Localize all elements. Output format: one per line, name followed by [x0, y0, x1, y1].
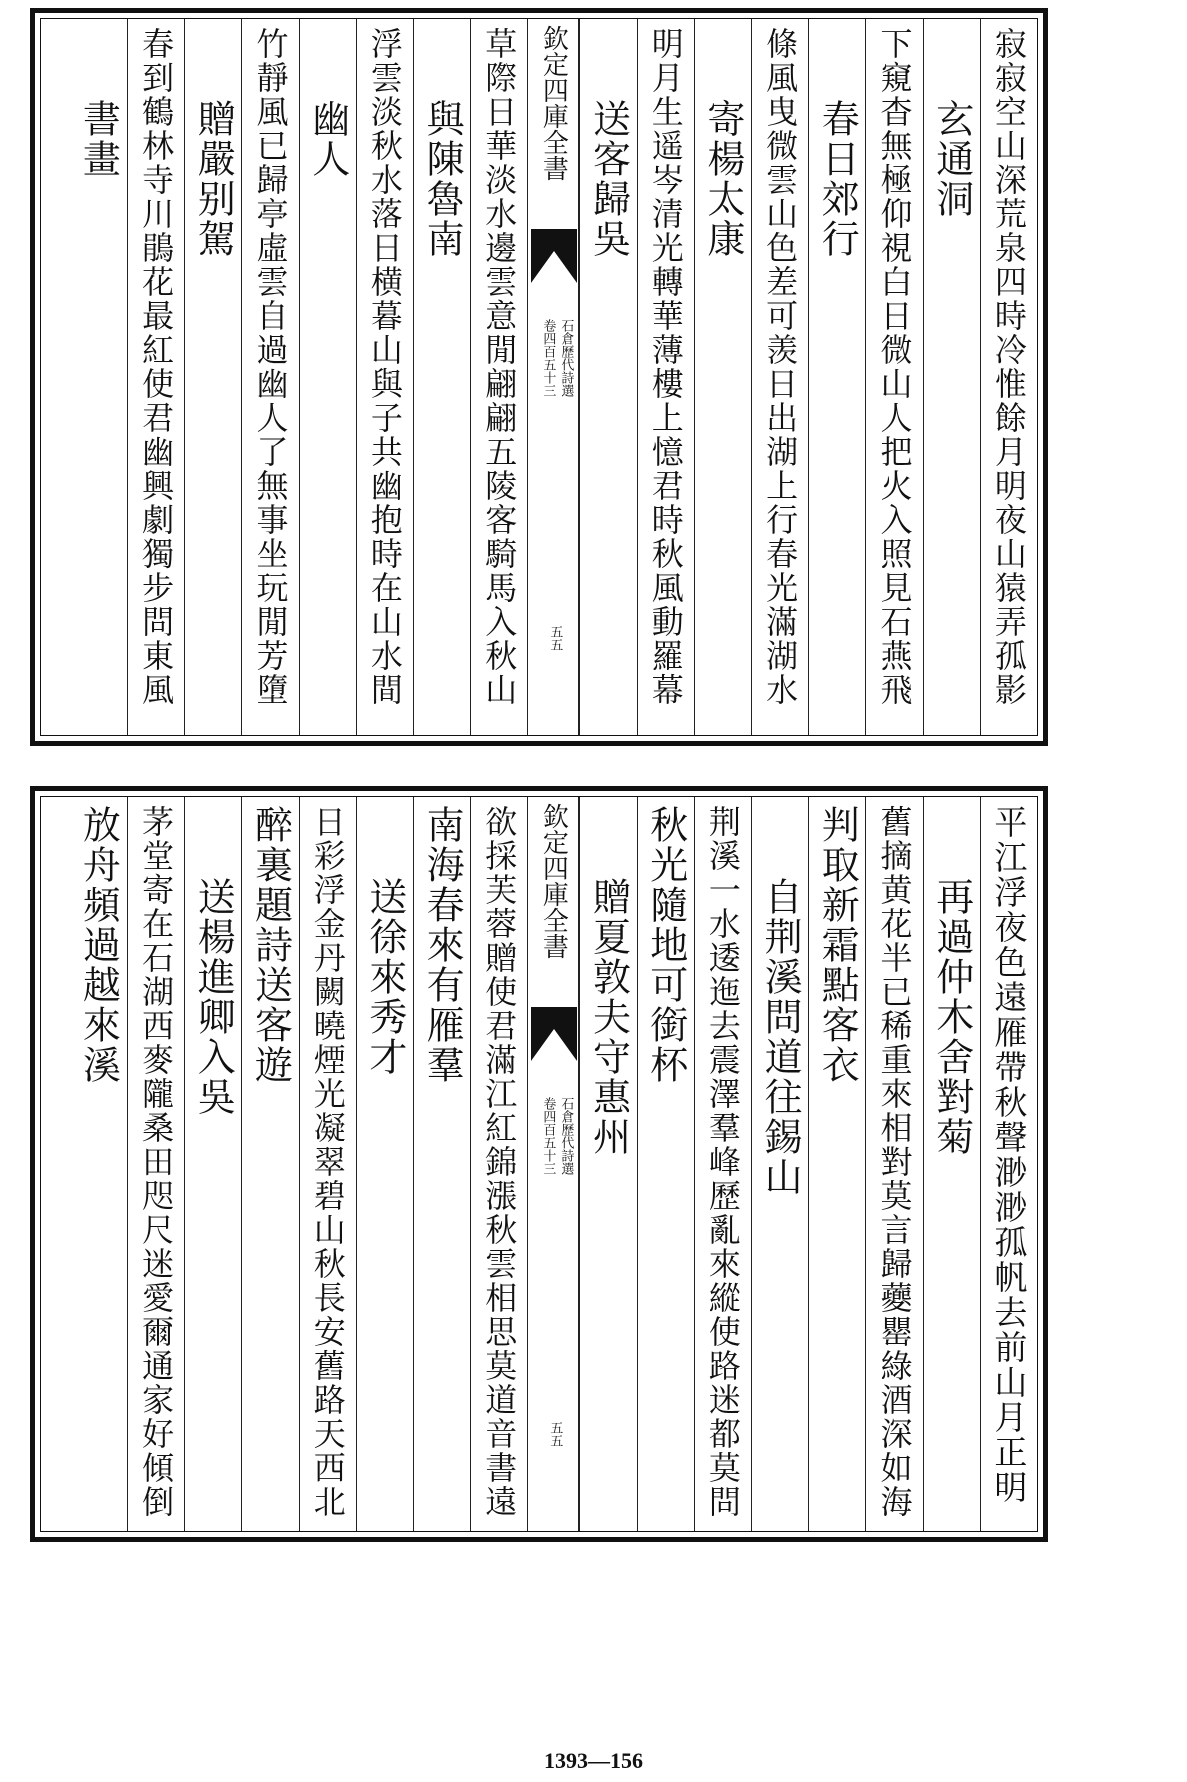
text-column — [241, 19, 298, 735]
centre-page-number: 五五 — [547, 1421, 563, 1447]
centre-volume-number: 卷四百五十三 — [540, 1097, 556, 1175]
poem-title: 送客歸吳 — [586, 99, 631, 259]
text-column — [694, 19, 751, 735]
top-page-frame — [40, 18, 1038, 736]
poem-line: 秋光隨地可銜杯 — [643, 805, 688, 1085]
centre-book-title: 欽定四庫全書 — [538, 25, 569, 181]
centre-fold-strip — [527, 797, 579, 1531]
poem-line: 竹靜風已歸亭虛雲自過幽人了無事坐玩閒芳墮 — [251, 27, 290, 707]
text-column — [127, 19, 184, 735]
poem-line: 欲採芙蓉贈使君滿江紅錦漲秋雲相思莫道音書遠 — [480, 805, 519, 1519]
poem-title: 贈夏敦夫守惠州 — [586, 877, 631, 1157]
centre-collection-title: 石倉歷代詩選 — [558, 1097, 574, 1175]
text-column — [923, 19, 980, 735]
text-column — [470, 19, 527, 735]
text-column — [579, 797, 636, 1531]
poem-line: 下窺杳無極仰視白日微山人把火入照見石燕飛 — [875, 27, 914, 707]
text-column — [299, 797, 356, 1531]
text-column — [413, 797, 470, 1531]
poem-line: 舊摘黄花半已稀重來相對莫言歸蘷罌綠酒深如海 — [875, 805, 914, 1519]
poem-title: 幽人 — [305, 99, 350, 179]
poem-line: 茅堂寄在石湖西麥隴桑田咫尺迷愛爾通家好傾倒 — [137, 805, 176, 1519]
fishtail-mark-icon — [531, 1007, 577, 1061]
poem-line: 醉裏題詩送客遊 — [248, 805, 293, 1085]
poem-line: 南海春來有雁羣 — [420, 805, 465, 1085]
text-column — [299, 19, 356, 735]
poem-title: 寄楊太康 — [700, 99, 745, 259]
text-column — [980, 797, 1037, 1531]
poem-title: 自荆溪問道往錫山 — [758, 877, 803, 1197]
poem-title: 送楊進卿入吳 — [191, 877, 236, 1117]
centre-book-title: 欽定四庫全書 — [538, 803, 569, 959]
centre-volume-number: 卷四百五十三 — [540, 319, 556, 397]
top-page — [30, 8, 1048, 746]
text-column — [413, 19, 470, 735]
poem-line: 條風曳微雲山色差可羡日出湖上行春光滿湖水 — [761, 27, 800, 707]
poem-line: 日彩浮金丹闕曉煙光凝翠碧山秋長安舊路天西北 — [308, 805, 347, 1519]
poem-line: 判取新霜點客衣 — [815, 805, 860, 1085]
text-column — [356, 19, 413, 735]
text-column — [808, 19, 865, 735]
poem-title: 再過仲木舍對菊 — [929, 877, 974, 1157]
text-column — [184, 19, 241, 735]
text-column — [356, 797, 413, 1531]
poem-line: 草際日華淡水邊雲意閒翩翩五陵客騎馬入秋山 — [480, 27, 519, 707]
text-column — [127, 797, 184, 1531]
text-column — [694, 797, 751, 1531]
centre-fold-strip — [527, 19, 579, 735]
poem-title: 書畫 — [76, 99, 121, 179]
text-column — [923, 797, 980, 1531]
text-column — [241, 797, 298, 1531]
text-column — [751, 797, 808, 1531]
bottom-page-frame — [40, 796, 1038, 1532]
centre-page-number: 五五 — [547, 625, 563, 651]
text-column — [637, 19, 694, 735]
text-column — [751, 19, 808, 735]
text-column — [70, 19, 127, 735]
text-column — [808, 797, 865, 1531]
fishtail-mark-icon — [531, 229, 577, 283]
bottom-page — [30, 786, 1048, 1542]
poem-line: 浮雲淡秋水落日横暮山與子共幽抱時在山水間 — [365, 27, 404, 707]
text-column — [184, 797, 241, 1531]
poem-title: 送徐來秀才 — [362, 877, 407, 1077]
poem-line: 春到鶴林寺川鵑花最紅使君幽興劇獨步問東風 — [137, 27, 176, 707]
poem-line: 明月生遥岑清光轉華薄樓上憶君時秋風動羅幕 — [646, 27, 685, 707]
centre-collection-title: 石倉歷代詩選 — [558, 319, 574, 397]
text-column — [70, 797, 127, 1531]
page-footer-number: 1393—156 — [544, 1748, 643, 1773]
text-column — [470, 797, 527, 1531]
text-column — [637, 797, 694, 1531]
text-column — [865, 797, 922, 1531]
poem-line: 放舟頻過越來溪 — [76, 805, 121, 1085]
text-column — [865, 19, 922, 735]
poem-line: 平江浮夜色遠雁帶秋聲渺渺孤帆去前山月正明 — [989, 805, 1029, 1505]
poem-title: 與陳魯南 — [420, 99, 465, 259]
poem-title: 玄通洞 — [929, 99, 974, 219]
text-column — [980, 19, 1037, 735]
poem-title: 春日郊行 — [815, 99, 860, 259]
text-column — [579, 19, 636, 735]
poem-line: 寂寂空山深荒泉四時冷惟餘月明夜山猿弄孤影 — [989, 27, 1028, 707]
poem-title: 贈嚴别駕 — [191, 99, 236, 259]
poem-line: 荆溪一水逶迤去震澤羣峰歷亂來縱使路迷都莫問 — [703, 805, 742, 1519]
